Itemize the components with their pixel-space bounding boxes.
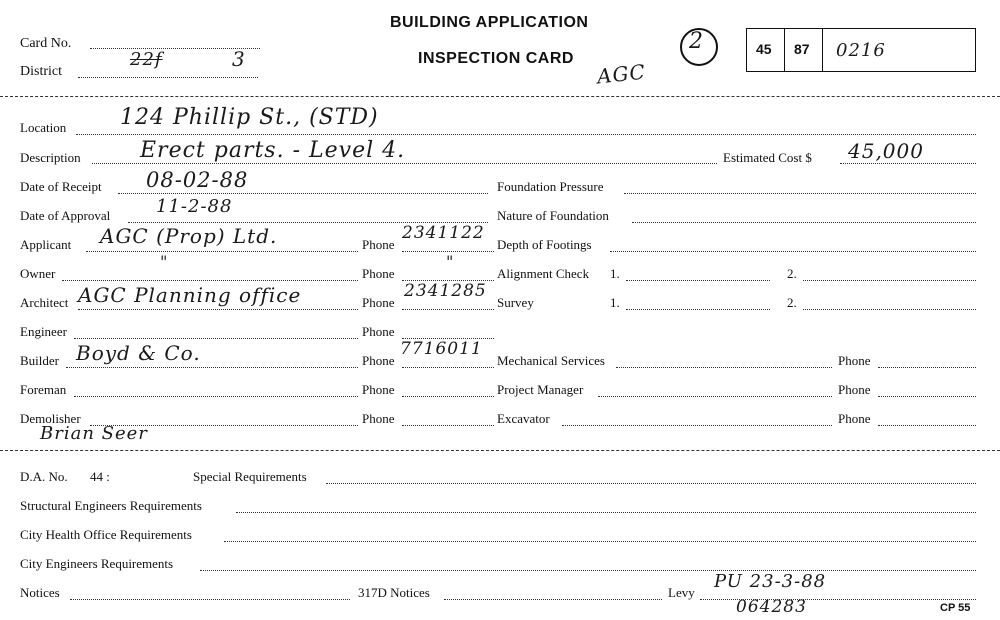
nature-of-foundation-label: Nature of Foundation — [497, 208, 609, 223]
mechanical-services-line — [616, 367, 832, 368]
builder-phone-label: Phone — [362, 353, 395, 368]
survey-2-line — [803, 309, 976, 310]
notices-317d-label: 317D Notices — [358, 585, 430, 600]
alignment-check-2-line — [803, 280, 976, 281]
project-manager-line — [598, 396, 832, 397]
date-of-receipt-line — [118, 193, 488, 194]
foreman-phone-label: Phone — [362, 382, 395, 397]
alignment-check-2: 2. — [787, 266, 797, 281]
depth-of-footings-line — [610, 251, 976, 252]
ref-box-divider-2 — [822, 28, 823, 72]
description-value: Erect parts. - Level 4. — [140, 138, 406, 163]
notices-317d-line — [444, 599, 662, 600]
engineer-phone-label: Phone — [362, 324, 395, 339]
health-label: City Health Office Requirements — [20, 527, 192, 542]
applicant-phone-value: 2341122 — [402, 223, 485, 243]
ref-box-cell-3: 0216 — [836, 40, 886, 61]
project-manager-label: Project Manager — [497, 382, 584, 397]
district-label: District — [20, 64, 62, 79]
district-line — [78, 77, 258, 78]
estimated-cost-value: 45,000 — [848, 139, 924, 163]
project-manager-phone-line — [878, 396, 976, 397]
nature-of-foundation-line — [632, 222, 976, 223]
foreman-line — [74, 396, 358, 397]
location-value: 124 Phillip St., (STD) — [120, 105, 379, 130]
ref-number: 064283 — [736, 597, 807, 617]
divider-top — [0, 96, 1000, 97]
engineer-line — [74, 338, 358, 339]
owner-line — [62, 280, 358, 281]
description-line — [92, 163, 717, 164]
mechanical-services-label: Mechanical Services — [497, 353, 605, 368]
description-label: Description — [20, 150, 81, 165]
title-line1: BUILDING APPLICATION — [390, 14, 589, 31]
ref-box-cell-1: 45 — [756, 41, 772, 57]
survey-1-line — [626, 309, 770, 310]
title-line2: INSPECTION CARD — [418, 50, 574, 67]
survey-2: 2. — [787, 295, 797, 310]
location-label: Location — [20, 120, 67, 135]
survey-1: 1. — [610, 295, 620, 310]
mechanical-services-phone-line — [878, 367, 976, 368]
levy-label: Levy — [668, 585, 695, 600]
ref-box-cell-2: 87 — [794, 41, 810, 57]
date-of-approval-label: Date of Approval — [20, 208, 111, 223]
architect-phone-value: 2341285 — [404, 281, 487, 301]
owner-phone-label: Phone — [362, 266, 395, 281]
architect-value: AGC Planning office — [78, 283, 302, 307]
special-requirements-line — [326, 483, 976, 484]
special-requirements-label: Special Requirements — [193, 469, 307, 484]
architect-phone-label: Phone — [362, 295, 395, 310]
card-no-label: Card No. — [20, 36, 72, 51]
demolisher-phone-label: Phone — [362, 411, 395, 426]
demolisher-value: Brian Seer — [40, 423, 148, 444]
form-code: CP 55 — [940, 602, 971, 614]
alignment-check-label: Alignment Check — [497, 266, 590, 281]
agc-note: AGC — [595, 59, 647, 89]
da-no-label: D.A. No. — [20, 469, 68, 484]
engineer-label: Engineer — [20, 324, 67, 339]
structural-label: Structural Engineers Requirements — [20, 498, 202, 513]
estimated-cost-label: Estimated Cost $ — [723, 150, 812, 165]
da-no-value: 44 : — [90, 469, 110, 484]
excavator-line — [562, 425, 832, 426]
engineers-line — [200, 570, 976, 571]
date-of-approval-value: 11-2-88 — [156, 196, 233, 217]
district-value: 3 — [232, 47, 246, 71]
owner-label: Owner — [20, 266, 56, 281]
applicant-label: Applicant — [20, 237, 72, 252]
excavator-label: Excavator — [497, 411, 550, 426]
circled-number: 2 — [689, 29, 704, 54]
engineers-label: City Engineers Requirements — [20, 556, 174, 571]
structural-line — [236, 512, 976, 513]
builder-line — [66, 367, 358, 368]
builder-phone-line — [402, 367, 494, 368]
architect-line — [78, 309, 358, 310]
owner-value: " — [160, 252, 169, 271]
levy-value: PU 23-3-88 — [714, 571, 827, 592]
district-struck-value: 22f — [130, 49, 163, 70]
estimated-cost-line — [840, 163, 976, 164]
builder-value: Boyd & Co. — [76, 341, 201, 365]
foreman-phone-line — [402, 396, 494, 397]
mechanical-services-phone-label: Phone — [838, 353, 871, 368]
ref-box-divider-1 — [784, 28, 785, 72]
applicant-value: AGC (Prop) Ltd. — [100, 224, 278, 248]
foundation-pressure-line — [624, 193, 976, 194]
project-manager-phone-label: Phone — [838, 382, 871, 397]
foreman-label: Foreman — [20, 382, 67, 397]
architect-label: Architect — [20, 295, 69, 310]
notices-label: Notices — [20, 585, 60, 600]
health-line — [224, 541, 976, 542]
date-of-receipt-label: Date of Receipt — [20, 179, 102, 194]
survey-label: Survey — [497, 295, 534, 310]
applicant-phone-label: Phone — [362, 237, 395, 252]
applicant-line — [86, 251, 358, 252]
excavator-phone-line — [878, 425, 976, 426]
demolisher-phone-line — [402, 425, 494, 426]
builder-phone-value: 7716011 — [400, 339, 483, 359]
alignment-check-1-line — [626, 280, 770, 281]
builder-label: Builder — [20, 353, 59, 368]
excavator-phone-label: Phone — [838, 411, 871, 426]
demolisher-label: Demolisher — [20, 411, 81, 426]
location-line — [76, 134, 976, 135]
foundation-pressure-label: Foundation Pressure — [497, 179, 604, 194]
owner-phone-value: " — [446, 252, 455, 271]
architect-phone-line — [402, 309, 494, 310]
notices-line — [70, 599, 350, 600]
divider-bottom — [0, 450, 1000, 451]
depth-of-footings-label: Depth of Footings — [497, 237, 592, 252]
date-of-receipt-value: 08-02-88 — [146, 168, 249, 192]
alignment-check-1: 1. — [610, 266, 620, 281]
